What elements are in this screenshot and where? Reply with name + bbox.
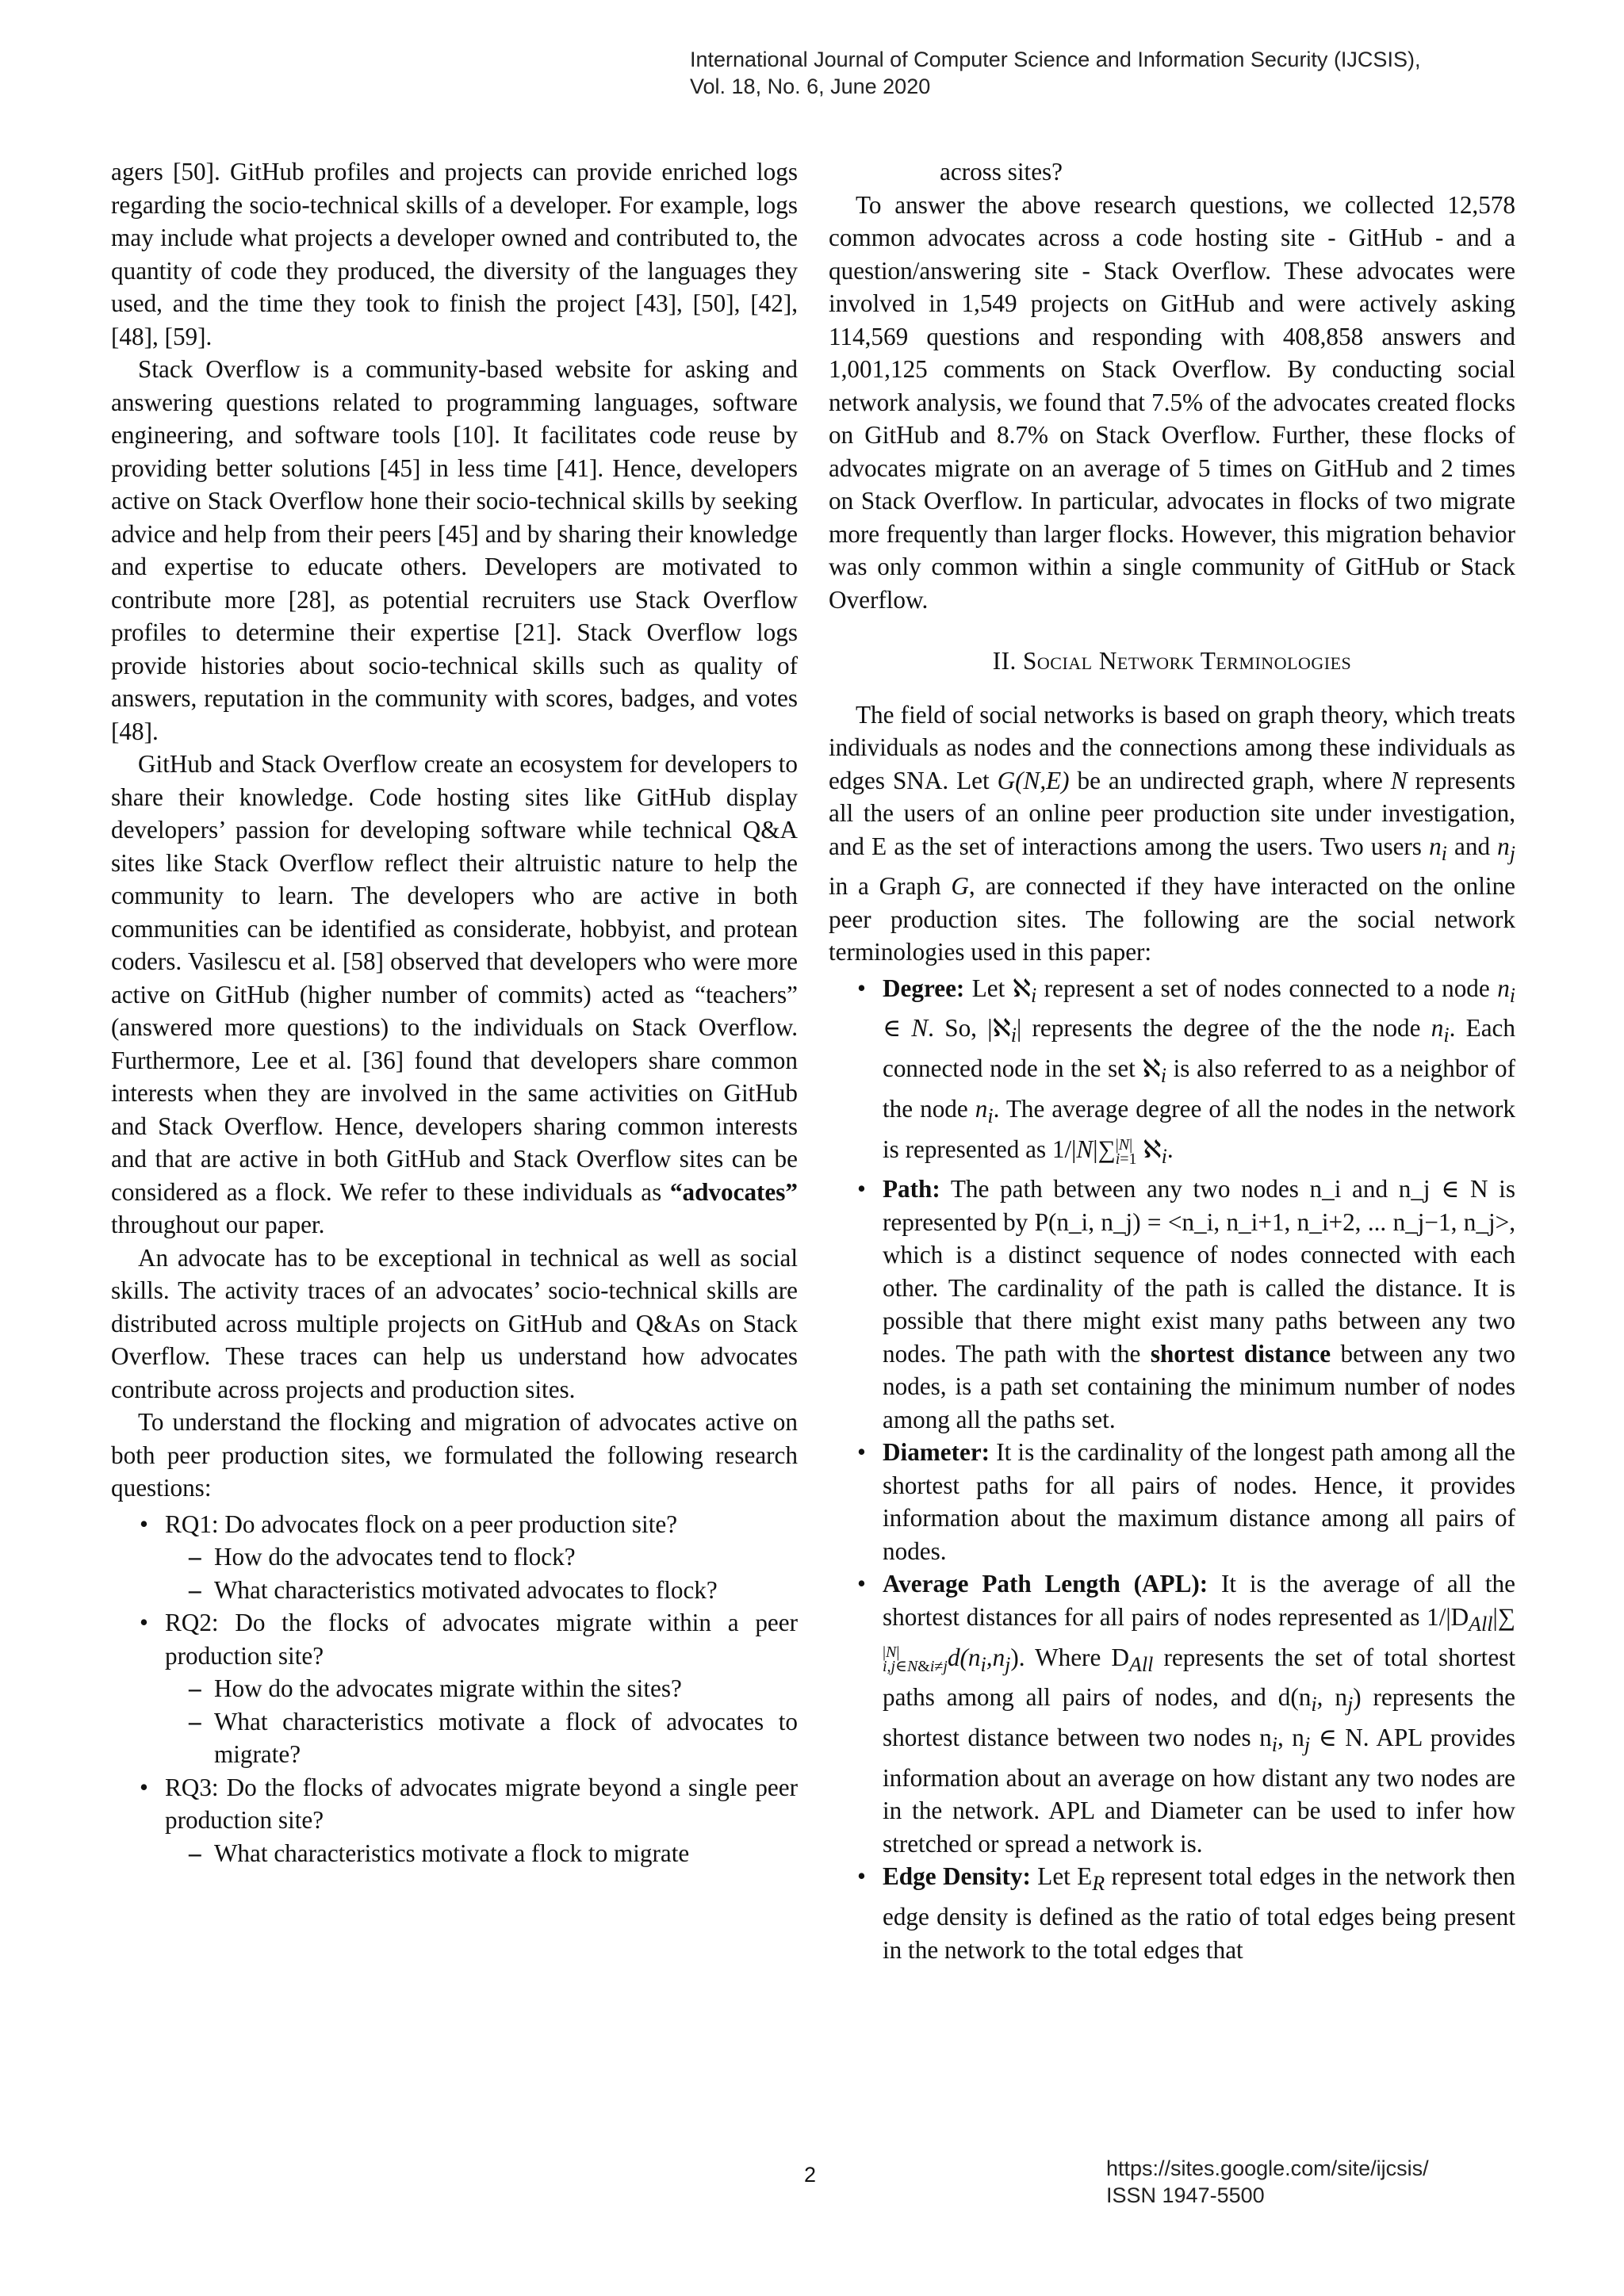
term-diameter	[829, 1436, 1515, 1567]
page-number: 2	[804, 2163, 817, 2187]
g-symbol: G	[951, 872, 969, 901]
degree-text-10: ℵ	[1136, 1135, 1162, 1163]
degree-text-5: | represents the degree of the the node	[1016, 1014, 1431, 1043]
term-path	[829, 1173, 1515, 1436]
rq1-sub-b: – What characteristics motivated advocates to flock?	[165, 1574, 798, 1607]
paragraph-intro-results: To answer the above research questions, we collected 12,578 common advocates across a code hosting site - GitHub - and a question/answering site - Stack Overflow. These advocates were involved in 1,549 projects on GitHub and were actively asking 114,569 questions and responding with 408,858 answers and 1,001,125 comments on Stack Overflow. By conducting social network analysis, we found that 7.5% of the advocates created flocks on GitHub and 8.7% on Stack Overflow. Further, these flocks of advocates migrate on an average of 5 times on GitHub and 2 times on Stack Overflow. In particular, advocates in flocks of two migrate more frequently than larger flocks. However, this migration behavior was only common within a single community of GitHub or Stack Overflow.	[829, 190, 1515, 614]
sna-text-d: and	[1446, 832, 1498, 860]
degree-text-8: . The average degree of all the nodes in the network is represented as 1/|	[883, 1094, 1515, 1163]
degree-text-7: is also referred to as a neighbor of the node	[883, 1054, 1515, 1123]
edge-density-sub: R	[1092, 1872, 1105, 1896]
paragraph-3-text: GitHub and Stack Overflow create an ecosystem for developers to share their knowledge. Code hosting sites like GitHub display developers’ passion for developing software while technical Q&A sites like Stack Overflow reflect their altruistic nature to help the community to learn. The developers who are active in both communities can be identified as considerate, hobbyist, and protean coders. Vasilescu et al. [58] observed that developers who were more active on GitHub (higher number of commits) acted as “teachers” (answered more questions) to the individuals on Stack Overflow. Furthermore, Lee et al. [36] found that developers share common interests when they are involved in the same activities on GitHub and Stack Overflow. Hence, developers sharing common interests and that are active in both GitHub and Stack Overflow sites can be considered as a flock. We refer to these individuals as	[111, 750, 798, 1206]
apl-text-2: |∑	[1492, 1602, 1515, 1631]
journal-header-line2: Vol. 18, No. 6, June 2020	[690, 75, 931, 98]
left-column	[111, 155, 798, 1869]
sna-text-a: The field of social networks is based on graph theory, which treats individuals as nodes and the connections among these individuals as edges SNA. Let	[829, 700, 1515, 794]
nj-letter: n	[1497, 832, 1510, 860]
nj-symbol: $n_j$	[1497, 832, 1515, 865]
degree-text-3: ∈	[883, 1014, 912, 1043]
journal-header	[690, 46, 1420, 100]
apl-text-4: ,n	[986, 1643, 1005, 1671]
research-questions-list	[111, 1508, 798, 1870]
apl-text-6: represents the set of total shortest paths among all pairs of nodes, and d(n	[883, 1643, 1515, 1712]
apl-label: Average Path Length (APL):	[883, 1570, 1208, 1598]
path-text: The path between any two nodes n_i and n_j ∈ N is represented by P(n_i, n_j) = <n_i, n_i+1, n_i+2, ... n_j−1, n_j>, which is a distinct sequence of nodes connected with each other. The cardinality of the path is called the distance. It is possible that there might exist many paths between any two nodes. The path with the	[883, 1175, 1515, 1368]
paragraph-3-tail: throughout our paper.	[111, 1211, 325, 1238]
advocates-term: “advocates”	[669, 1177, 798, 1206]
degree-text-9: |∑	[1093, 1135, 1116, 1163]
rq1-subquestions	[165, 1540, 798, 1606]
apl-text-1: It is the average of all the shortest distances for all pairs of nodes represented as 1/|D	[883, 1570, 1515, 1631]
rq3-sub-a: – What characteristics motivate a flock to migrate	[165, 1837, 798, 1870]
rq3-item	[111, 1771, 798, 1870]
sna-text-b: be an undirected graph, where	[1069, 766, 1391, 794]
edge-density-text-1: Let E	[1030, 1862, 1093, 1891]
rq2-sub-a: – How do the advocates migrate within the sites?	[165, 1672, 798, 1705]
apl-text-10: ∈ N. APL provides information about an average on how distant any two nodes are in the network. APL and Diameter can be used to infer how stretched or spread a network is.	[883, 1724, 1516, 1858]
path-tail: between any two nodes, is a path set containing the minimum number of nodes among all the paths set.	[883, 1339, 1516, 1433]
rq2-text: RQ2: Do the flocks of advocates migrate within a peer production site?	[165, 1609, 798, 1670]
diameter-text: It is the cardinality of the longest path among all the shortest paths for all pairs of nodes. Hence, it provides information about the maximum distance among all pairs of nodes.	[883, 1438, 1515, 1565]
rq1-item	[111, 1508, 798, 1607]
degree-text-2: represent a set of nodes connected to a node	[1036, 974, 1498, 1002]
term-edge-density	[829, 1860, 1515, 1966]
paragraph-2: Stack Overflow is a community-based website for asking and answering questions related to programming languages, software engineering, and software tools [10]. It facilitates code reuse by providing better solutions [45] in less time [41]. Hence, developers active on Stack Overflow hone their socio-technical skills by seeking advice and help from their peers [45] and by sharing their knowledge and expertise to educate others. Developers are motivated to contribute more [28], as potential recruiters use Stack Overflow profiles to determine their expertise [21]. Stack Overflow logs provide histories about socio-technical skills such as quality of answers, reputation in the community with scores, badges, and votes [48].	[111, 355, 798, 745]
graph-symbol: G(N,E)	[997, 766, 1070, 794]
journal-header-line1: International Journal of Computer Science and Information Security (IJCSIS),	[690, 48, 1421, 71]
term-degree: • Degree: Let ℵ$_i$ represent a set of nodes connected to a node $n_i$ ∈ N. So, |ℵ$_i$| represents the degree of the the node $n_i$. Each connected node in the set ℵ$_i$ is also referred to as a neighbor of the node $n_i$. The average degree of all the nodes in the network is represented as 1/|N|∑ |N| i=1 ℵ$_i$.	[829, 972, 1515, 1173]
rq2-item	[111, 1606, 798, 1771]
term-apl: • Average Path Length (APL): It is the average of all the shortest distances for all pairs of nodes represented as $1/|D_{All}|\sum$ |N| i,j∈N&i≠j $d(n_i,n_j)$. Where $D_{All}$ represents the set of total shortest paths among all pairs of nodes, and $d(n_i$, $n_j$) represents the shortest distance between two nodes $n_i$, $n_j$ ∈ N. APL provides information about an average on how distant any two nodes are in the network. APL and Diameter can be used to infer how stretched or spread a network is.	[829, 1567, 1515, 1860]
rq2-sub-b: – What characteristics motivate a flock of advocates to migrate?	[165, 1705, 798, 1771]
ni-letter: n	[1429, 832, 1442, 860]
sna-text-e: in a Graph	[829, 872, 952, 901]
paragraph-sna	[829, 698, 1515, 969]
path-label: Path:	[883, 1175, 940, 1203]
diameter-label: Diameter:	[883, 1438, 990, 1467]
right-column	[829, 155, 1515, 1966]
degree-text-1: Let ℵ	[964, 974, 1031, 1002]
rq3-text: RQ3: Do the flocks of advocates migrate beyond a single peer production site?	[165, 1773, 798, 1834]
footer-url: https://sites.google.com/site/ijcsis/	[1106, 2156, 1429, 2180]
edge-density-label: Edge Density:	[883, 1862, 1031, 1891]
degree-text-11: .	[1166, 1135, 1174, 1163]
footer-issn: ISSN 1947-5500	[1106, 2183, 1265, 2207]
apl-text-3: d(n	[947, 1643, 981, 1671]
paragraph-4: An advocate has to be exceptional in technical as well as social skills. The activity traces of an advocates’ socio-technical skills are distributed across multiple projects on GitHub and Q&As on Stack Overflow. These traces can help us understand how advocates contribute across projects and production sites.	[111, 1243, 798, 1403]
degree-text-6: . Each connected node in the set ℵ	[883, 1014, 1515, 1083]
sna-text-f: , are connected if they have interacted on the online peer production sites. The following are the social network terminologies used in this paper:	[829, 872, 1516, 966]
rq2-subquestions	[165, 1672, 798, 1771]
n-symbol: N	[1390, 766, 1408, 794]
footer-info	[1106, 2155, 1429, 2209]
paragraph-1: agers [50]. GitHub profiles and projects can provide enriched logs regarding the socio-technical skills of a developer. For example, logs may include what projects a developer owned and contributed to, the quantity of code they produced, the diversity of the languages they used, and the time they took to finish the project [43], [50], [42], [48], [59].	[111, 158, 798, 350]
apl-text-5: ). Where D	[1010, 1643, 1129, 1671]
degree-label: Degree:	[883, 974, 965, 1002]
apl-text-7: , n	[1316, 1683, 1347, 1712]
shortest-distance-term: shortest distance	[1150, 1339, 1331, 1368]
sna-text-c: represents all the users of an online peer production site under investigation, and E as the set of interactions among the users. Two users	[829, 766, 1515, 860]
rq3-continuation: across sites?	[940, 158, 1063, 186]
apl-text-9: , n	[1277, 1724, 1304, 1752]
terminology-list	[829, 972, 1515, 1966]
rq1-sub-a: – How do the advocates tend to flock?	[165, 1540, 798, 1574]
rq1-text: RQ1: Do advocates flock on a peer production site?	[165, 1510, 678, 1538]
apl-text-8: ) represents the shortest distance between two nodes n	[883, 1683, 1516, 1752]
paragraph-3	[111, 748, 798, 1242]
paragraph-5: To understand the flocking and migration of advocates active on both peer production sites, we formulated the following research questions:	[111, 1408, 798, 1502]
edge-density-text-2: represent total edges in the network then edge density is defined as the ratio of total edges being present in the network to the total edges that	[883, 1862, 1516, 1964]
ni-symbol: $n_i$	[1429, 832, 1447, 865]
rq3-subquestions	[165, 1837, 798, 1870]
degree-text-4: . So, |ℵ	[928, 1014, 1011, 1043]
section-title: II. Social Network Terminologies	[992, 647, 1352, 675]
